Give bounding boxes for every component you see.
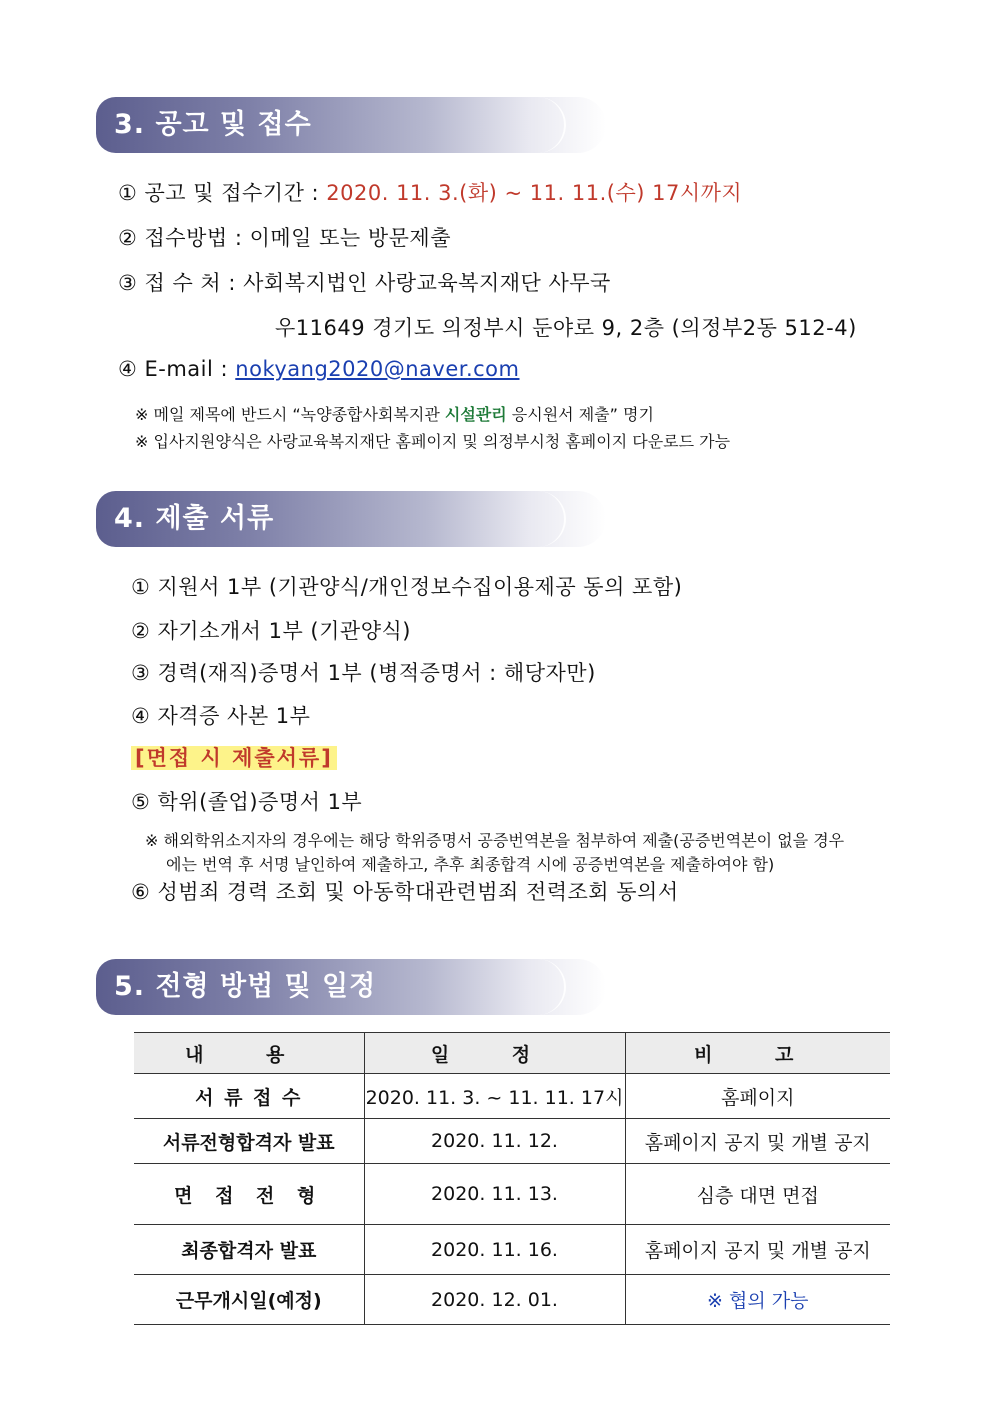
- cell-remarks: 홈페이지 공지 및 개별 공지: [625, 1119, 890, 1164]
- cell-content: 면 접 전 형: [134, 1164, 364, 1225]
- email-label: ④ E-mail :: [118, 357, 236, 381]
- note-email-subject-post: 응시원서 제출” 명기: [506, 405, 654, 424]
- cell-schedule: 2020. 11. 16.: [364, 1225, 625, 1275]
- note-download: ※ 입사지원양식은 사랑교육복지재단 홈페이지 및 의정부시청 홈페이지 다운로드 가능: [135, 432, 731, 451]
- cell-schedule: 2020. 11. 3. ~ 11. 11. 17시: [364, 1074, 625, 1119]
- submission-place: ③ 접 수 처 : 사회복지법인 사랑교육복지재단 사무국: [118, 271, 611, 295]
- cell-schedule: 2020. 12. 01.: [364, 1275, 625, 1325]
- section-3-header: [96, 97, 606, 153]
- application-period: [118, 177, 742, 207]
- schedule-table: [134, 1032, 890, 1325]
- note-email-subject: [135, 402, 654, 425]
- interview-docs-highlight: [면접 시 제출서류]: [131, 746, 337, 770]
- application-period-label: ① 공고 및 접수기간 :: [118, 181, 327, 205]
- table-header-row: [134, 1033, 890, 1074]
- cell-content: 근무개시일(예정): [134, 1275, 364, 1325]
- cell-content: 최종합격자 발표: [134, 1225, 364, 1275]
- section-4-header: [96, 491, 606, 547]
- note-email-subject-pre: ※ 메일 제목에 반드시 “녹양종합사회복지관: [135, 405, 445, 424]
- section-3-title: 3. 공고 및 접수: [114, 109, 312, 140]
- table-row: [134, 1074, 890, 1119]
- note-overseas-line2: 에는 번역 후 서명 날인하여 제출하고, 추후 최종합격 시에 공증번역본을 제출하여야 함): [166, 855, 775, 874]
- note-email-subject-highlight: 시설관리: [444, 405, 507, 424]
- cell-schedule: 2020. 11. 13.: [364, 1164, 625, 1225]
- col-header-content: 내 용: [134, 1033, 364, 1074]
- cell-schedule: 2020. 11. 12.: [364, 1119, 625, 1164]
- table-row: [134, 1119, 890, 1164]
- section-4-title: 4. 제출 서류: [114, 503, 275, 534]
- submission-address: 우11649 경기도 의정부시 둔야로 9, 2층 (의정부2동 512-4): [275, 316, 857, 340]
- section-5-title: 5. 전형 방법 및 일정: [114, 971, 377, 1002]
- cell-remarks: 홈페이지: [625, 1074, 890, 1119]
- cell-remarks: ※ 협의 가능: [625, 1275, 890, 1325]
- section-5-header: [96, 959, 606, 1015]
- table-row: [134, 1225, 890, 1275]
- doc-item-3: ③ 경력(재직)증명서 1부 (병적증명서 : 해당자만): [131, 661, 596, 685]
- doc-item-2: ② 자기소개서 1부 (기관양식): [131, 619, 411, 643]
- table-row: [134, 1164, 890, 1225]
- doc-item-5: ⑤ 학위(졸업)증명서 1부: [131, 790, 363, 814]
- interview-docs-label: [131, 742, 337, 772]
- cell-content: 서류전형합격자 발표: [134, 1119, 364, 1164]
- cell-remarks: 심층 대면 면접: [625, 1164, 890, 1225]
- table-row: [134, 1275, 890, 1325]
- col-header-remarks: 비 고: [625, 1033, 890, 1074]
- doc-item-1: ① 지원서 1부 (기관양식/개인정보수집이용제공 동의 포함): [131, 575, 683, 599]
- col-header-schedule: 일 정: [364, 1033, 625, 1074]
- note-overseas-line1: ※ 해외학위소지자의 경우에는 해당 학위증명서 공증번역본을 첨부하여 제출(공증번역본이 없을 경우: [145, 831, 845, 850]
- email-link[interactable]: nokyang2020@naver.com: [235, 357, 520, 381]
- cell-content: 서 류 접 수: [134, 1074, 364, 1119]
- submission-method: ② 접수방법 : 이메일 또는 방문제출: [118, 226, 451, 250]
- email-line: [118, 357, 520, 381]
- doc-item-6: ⑥ 성범죄 경력 조회 및 아동학대관련범죄 전력조회 동의서: [131, 880, 679, 904]
- doc-item-4: ④ 자격증 사본 1부: [131, 704, 311, 728]
- application-period-value: 2020. 11. 3.(화) ~ 11. 11.(수) 17시까지: [326, 181, 743, 205]
- cell-remarks: 홈페이지 공지 및 개별 공지: [625, 1225, 890, 1275]
